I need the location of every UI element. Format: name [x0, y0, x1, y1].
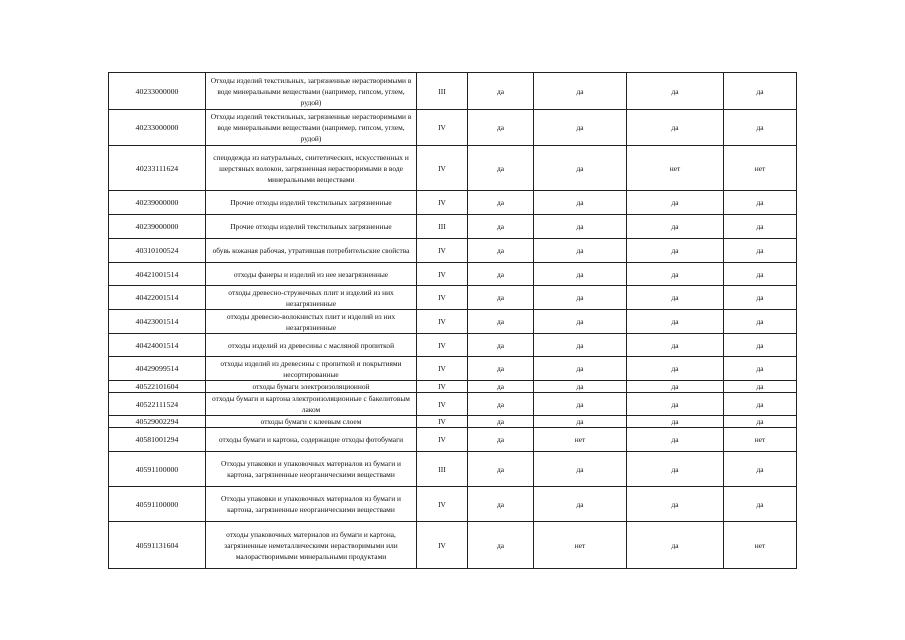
table-row: [109, 334, 797, 357]
criterion-3-cell: да: [627, 334, 724, 357]
waste-code-cell: 40233000000: [109, 110, 206, 146]
waste-name-cell: отходы бумаги и картона электроизоляционные с бакелитовым лаком: [206, 393, 417, 416]
criterion-2-cell: да: [534, 487, 627, 522]
table-row: [109, 452, 797, 487]
criterion-2-cell: да: [534, 263, 627, 286]
waste-code-cell: 40429099514: [109, 357, 206, 381]
waste-code-cell: 40239000000: [109, 191, 206, 215]
criterion-4-cell: да: [724, 239, 797, 263]
table-row: [109, 416, 797, 428]
criterion-3-cell: да: [627, 310, 724, 334]
waste-code-cell: 40310100524: [109, 239, 206, 263]
waste-code-cell: 40424001514: [109, 334, 206, 357]
criterion-4-cell: нет: [724, 428, 797, 452]
hazard-class-cell: IV: [417, 310, 468, 334]
hazard-class-cell: IV: [417, 416, 468, 428]
table-row: [109, 263, 797, 286]
criterion-2-cell: да: [534, 452, 627, 487]
waste-code-cell: 40581001294: [109, 428, 206, 452]
hazard-class-cell: III: [417, 452, 468, 487]
criterion-2-cell: да: [534, 191, 627, 215]
criterion-2-cell: да: [534, 73, 627, 110]
waste-name-cell: отходы изделий из древесины с масляной пропиткой: [206, 334, 417, 357]
criterion-1-cell: да: [468, 334, 534, 357]
criterion-3-cell: да: [627, 263, 724, 286]
hazard-class-cell: IV: [417, 393, 468, 416]
criterion-4-cell: да: [724, 73, 797, 110]
criterion-1-cell: да: [468, 263, 534, 286]
waste-name-cell: отходы бумаги с клеевым слоем: [206, 416, 417, 428]
criterion-4-cell: да: [724, 215, 797, 239]
criterion-4-cell: да: [724, 381, 797, 393]
hazard-class-cell: IV: [417, 334, 468, 357]
criterion-3-cell: да: [627, 452, 724, 487]
criterion-3-cell: да: [627, 487, 724, 522]
criterion-1-cell: да: [468, 452, 534, 487]
criterion-4-cell: нет: [724, 146, 797, 191]
waste-code-cell: 40522101604: [109, 381, 206, 393]
table-row: [109, 146, 797, 191]
criterion-3-cell: да: [627, 357, 724, 381]
table-row: [109, 286, 797, 310]
hazard-class-cell: IV: [417, 522, 468, 569]
hazard-class-cell: IV: [417, 357, 468, 381]
criterion-2-cell: да: [534, 110, 627, 146]
table-row: [109, 191, 797, 215]
criterion-1-cell: да: [468, 416, 534, 428]
criterion-4-cell: да: [724, 191, 797, 215]
criterion-2-cell: да: [534, 239, 627, 263]
hazard-class-cell: IV: [417, 239, 468, 263]
criterion-4-cell: да: [724, 334, 797, 357]
criterion-1-cell: да: [468, 487, 534, 522]
criterion-2-cell: да: [534, 146, 627, 191]
waste-name-cell: отходы древесно-стружечных плит и изделий из них незагрязненные: [206, 286, 417, 310]
waste-name-cell: Отходы упаковки и упаковочных материалов из бумаги и картона, загрязненные неорганическими веществами: [206, 452, 417, 487]
criterion-1-cell: да: [468, 73, 534, 110]
waste-name-cell: отходы бумаги электроизоляционной: [206, 381, 417, 393]
waste-name-cell: отходы изделий из древесины с пропиткой и покрытиями несортированные: [206, 357, 417, 381]
waste-name-cell: отходы фанеры и изделий из нее незагрязненные: [206, 263, 417, 286]
table-row: [109, 522, 797, 569]
criterion-2-cell: да: [534, 215, 627, 239]
hazard-class-cell: IV: [417, 263, 468, 286]
hazard-class-cell: IV: [417, 286, 468, 310]
criterion-1-cell: да: [468, 110, 534, 146]
criterion-2-cell: нет: [534, 428, 627, 452]
table-row: [109, 357, 797, 381]
criterion-3-cell: нет: [627, 146, 724, 191]
table-row: [109, 215, 797, 239]
criterion-4-cell: да: [724, 487, 797, 522]
criterion-1-cell: да: [468, 381, 534, 393]
criterion-2-cell: нет: [534, 522, 627, 569]
table-row: [109, 73, 797, 110]
criterion-2-cell: да: [534, 381, 627, 393]
table-row: [109, 428, 797, 452]
criterion-4-cell: да: [724, 357, 797, 381]
criterion-2-cell: да: [534, 310, 627, 334]
criterion-1-cell: да: [468, 191, 534, 215]
waste-code-cell: 40423001514: [109, 310, 206, 334]
waste-name-cell: отходы упаковочных материалов из бумаги и картона, загрязненные неметаллическими нерастворимыми или малорастворимыми минеральными продуктами: [206, 522, 417, 569]
criterion-3-cell: да: [627, 191, 724, 215]
waste-name-cell: отходы бумаги и картона, содержащие отходы фотобумаги: [206, 428, 417, 452]
criterion-4-cell: да: [724, 110, 797, 146]
hazard-class-cell: III: [417, 215, 468, 239]
criterion-3-cell: да: [627, 215, 724, 239]
criterion-2-cell: да: [534, 334, 627, 357]
criterion-1-cell: да: [468, 357, 534, 381]
waste-code-cell: 40522111524: [109, 393, 206, 416]
criterion-1-cell: да: [468, 239, 534, 263]
criterion-1-cell: да: [468, 393, 534, 416]
hazard-class-cell: IV: [417, 191, 468, 215]
table-row: [109, 310, 797, 334]
hazard-class-cell: IV: [417, 381, 468, 393]
hazard-class-cell: IV: [417, 146, 468, 191]
criterion-3-cell: да: [627, 239, 724, 263]
criterion-1-cell: да: [468, 428, 534, 452]
waste-code-cell: 40239000000: [109, 215, 206, 239]
criterion-1-cell: да: [468, 215, 534, 239]
criterion-3-cell: да: [627, 416, 724, 428]
criterion-3-cell: да: [627, 428, 724, 452]
criterion-3-cell: да: [627, 393, 724, 416]
hazard-class-cell: IV: [417, 487, 468, 522]
waste-code-cell: 40591100000: [109, 487, 206, 522]
waste-name-cell: спецодежда из натуральных, синтетических, искусственных и шерстяных волокон, загрязненная нерастворимыми в воде минеральными веществами: [206, 146, 417, 191]
table-row: [109, 381, 797, 393]
waste-code-cell: 40529002294: [109, 416, 206, 428]
criterion-3-cell: да: [627, 73, 724, 110]
criterion-2-cell: да: [534, 286, 627, 310]
criterion-3-cell: да: [627, 381, 724, 393]
criterion-4-cell: да: [724, 416, 797, 428]
hazard-class-cell: IV: [417, 428, 468, 452]
criterion-1-cell: да: [468, 146, 534, 191]
waste-name-cell: Прочие отходы изделий текстильных загрязненные: [206, 191, 417, 215]
hazard-class-cell: IV: [417, 110, 468, 146]
waste-code-cell: 40422001514: [109, 286, 206, 310]
criterion-4-cell: да: [724, 310, 797, 334]
waste-classification-table: [108, 72, 797, 569]
waste-code-cell: 40591100000: [109, 452, 206, 487]
criterion-1-cell: да: [468, 310, 534, 334]
criterion-4-cell: да: [724, 393, 797, 416]
table-row: [109, 393, 797, 416]
criterion-4-cell: нет: [724, 522, 797, 569]
waste-code-cell: 40233111624: [109, 146, 206, 191]
criterion-2-cell: да: [534, 393, 627, 416]
waste-code-cell: 40233000000: [109, 73, 206, 110]
criterion-1-cell: да: [468, 522, 534, 569]
criterion-2-cell: да: [534, 357, 627, 381]
criterion-4-cell: да: [724, 263, 797, 286]
waste-name-cell: Отходы изделий текстильных, загрязненные нерастворимыми в воде минеральными веществами (например, гипсом, углем, рудой): [206, 73, 417, 110]
criterion-4-cell: да: [724, 452, 797, 487]
table-body: [109, 73, 797, 569]
waste-name-cell: Отходы упаковки и упаковочных материалов из бумаги и картона, загрязненные неорганическими веществами: [206, 487, 417, 522]
table-row: [109, 239, 797, 263]
criterion-4-cell: да: [724, 286, 797, 310]
criterion-3-cell: да: [627, 286, 724, 310]
waste-name-cell: Прочие отходы изделий текстильных загрязненные: [206, 215, 417, 239]
hazard-class-cell: III: [417, 73, 468, 110]
criterion-3-cell: да: [627, 110, 724, 146]
waste-code-cell: 40591131604: [109, 522, 206, 569]
criterion-3-cell: да: [627, 522, 724, 569]
table-row: [109, 110, 797, 146]
criterion-1-cell: да: [468, 286, 534, 310]
waste-name-cell: обувь кожаная рабочая, утратившая потребительские свойства: [206, 239, 417, 263]
waste-code-cell: 40421001514: [109, 263, 206, 286]
table-row: [109, 487, 797, 522]
waste-name-cell: отходы древесно-волокнистых плит и изделий из них незагрязненные: [206, 310, 417, 334]
criterion-2-cell: да: [534, 416, 627, 428]
waste-name-cell: Отходы изделий текстильных, загрязненные нерастворимыми в воде минеральными веществами (например, гипсом, углем, рудой): [206, 110, 417, 146]
